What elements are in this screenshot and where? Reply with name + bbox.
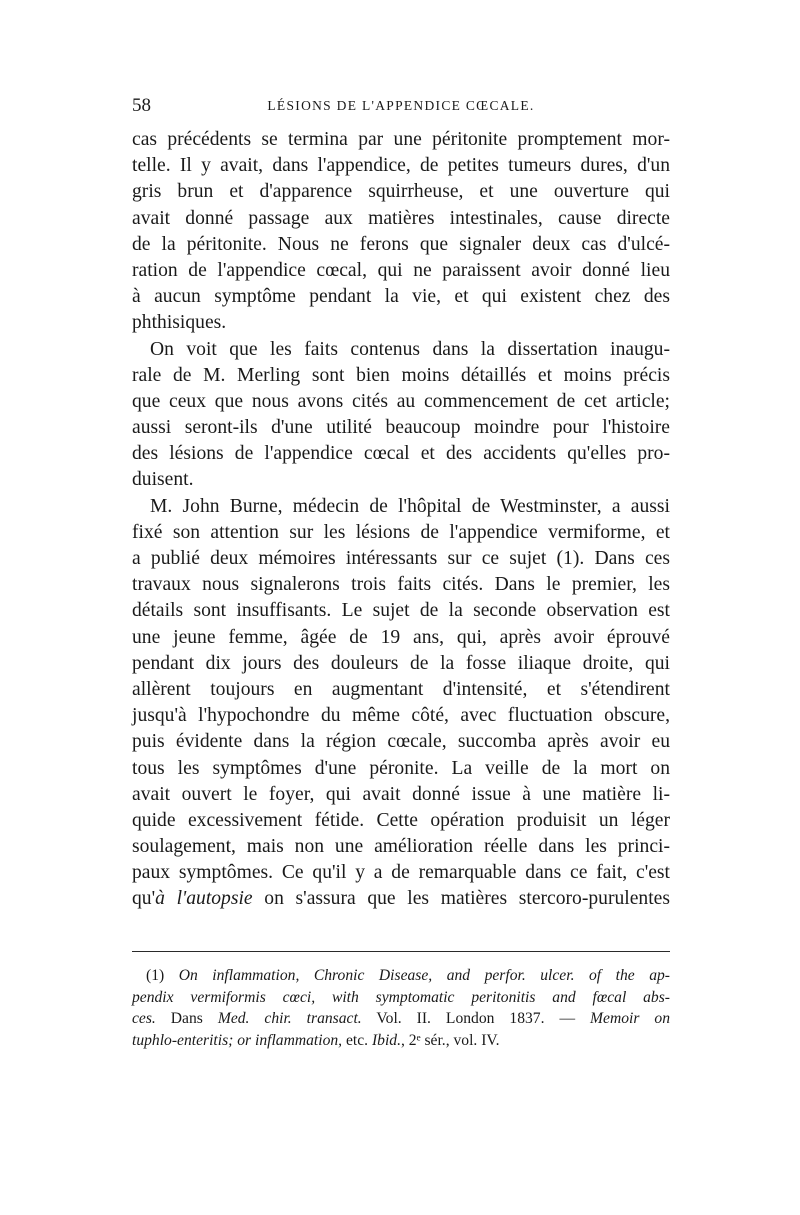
italic-text: Med. chir. transact.	[217, 1010, 362, 1027]
text-fragment: Vol. II. London 1837. —	[361, 1010, 591, 1027]
page-header	[132, 95, 670, 119]
text-line: tous les symptômes d'une péronite. La veille de la mort on	[132, 757, 670, 779]
text-line: une jeune femme, âgée de 19 ans, qui, après avoir éprouvé	[132, 626, 670, 648]
footnote	[132, 965, 670, 1051]
text-line: avait ouvert le foyer, qui avait donné issue à une matière li-	[132, 783, 670, 805]
text-line: travaux nous signalerons trois faits cités. Dans le premier, les	[132, 574, 670, 596]
footnote-line	[132, 965, 670, 987]
footnote-line	[132, 1008, 670, 1030]
text-line: fixé son attention sur les lésions de l'appendice vermiforme, et	[132, 521, 670, 543]
footnote-line	[132, 1030, 670, 1052]
italic-text: à l'autopsie	[155, 888, 253, 910]
text-line: rale de M. Merling sont bien moins détaillés et moins précis	[132, 364, 670, 386]
italic-text: pendix vermiformis cœci, with symptomatic peritonitis and fœcal abs-	[132, 988, 670, 1006]
text-line: On voit que les faits contenus dans la dissertation inaugu-	[150, 338, 670, 360]
text-fragment: Dans	[155, 1010, 218, 1027]
text-line: à aucun symptôme pendant la vie, et qui existent chez des	[132, 286, 670, 308]
text-fragment: qu'	[132, 888, 156, 910]
italic-text: On inflammation, Chronic Disease, and perfor. ulcer. of the ap-	[178, 967, 670, 984]
text-line: aussi seront-ils d'une utilité beaucoup moindre pour l'histoire	[132, 417, 670, 439]
text-line: que ceux que nous avons cités au commencement de cet article;	[132, 390, 670, 412]
text-line: telle. Il y avait, dans l'appendice, de petites tumeurs dures, d'un	[132, 155, 670, 177]
text-line: de la péritonite. Nous ne ferons que signaler deux cas d'ulcé-	[132, 233, 670, 255]
text-line: paux symptômes. Ce qu'il y a de remarquable dans ce fait, c'est	[132, 862, 670, 884]
footnote-marker: (1)	[146, 967, 179, 984]
italic-text: tuphlo-enteritis; or inflammation,	[132, 1031, 343, 1049]
text-line: jusqu'à l'hypochondre du même côté, avec fluctuation obscure,	[132, 705, 670, 727]
text-fragment: on s'assura que les matières stercoro-purulentes	[252, 888, 670, 910]
text-line: puis évidente dans la région cœcale, succomba après avoir eu	[132, 731, 670, 753]
text-line: ration de l'appendice cœcal, qui ne paraissent avoir donné lieu	[132, 259, 670, 281]
italic-text: ces.	[132, 1010, 156, 1027]
text-line-last	[132, 886, 670, 912]
text-line: pendant dix jours des douleurs de la fosse iliaque droite, qui	[132, 652, 670, 674]
italic-text: Memoir on	[590, 1010, 670, 1027]
body-text	[132, 127, 670, 913]
text-line: M. John Burne, médecin de l'hôpital de Westminster, a aussi	[150, 495, 670, 517]
footnote-divider	[132, 951, 670, 952]
text-line: gris brun et d'apparence squirrheuse, et une ouverture qui	[132, 181, 670, 203]
text-fragment: etc.	[342, 1031, 372, 1049]
text-line: allèrent toujours en augmentant d'intensité, et s'étendirent	[132, 678, 670, 700]
text-line: phthisiques.	[132, 312, 227, 334]
text-line: des lésions de l'appendice cœcal et des accidents qu'elles pro-	[132, 443, 670, 465]
text-line: a publié deux mémoires intéressants sur ce sujet (1). Dans ces	[132, 548, 670, 569]
running-title: LÉSIONS DE L'APPENDICE CŒCALE.	[267, 98, 535, 113]
text-line: cas précédents se termina par une péritonite promptement mor-	[132, 129, 670, 150]
text-line: avait donné passage aux matières intestinales, cause directe	[132, 207, 670, 229]
text-line: duisent.	[132, 469, 194, 491]
footnote-line	[132, 987, 670, 1009]
text-line: soulagement, mais non une amélioration réelle dans les princi-	[132, 836, 670, 858]
text-fragment: , 2ᵉ sér., vol. IV.	[400, 1031, 500, 1049]
page-number: 58	[132, 95, 151, 116]
text-line: détails sont insuffisants. Le sujet de la seconde observation est	[132, 600, 670, 622]
text-line: quide excessivement fétide. Cette opération produisit un léger	[132, 809, 670, 831]
italic-text: Ibid.	[371, 1031, 401, 1049]
